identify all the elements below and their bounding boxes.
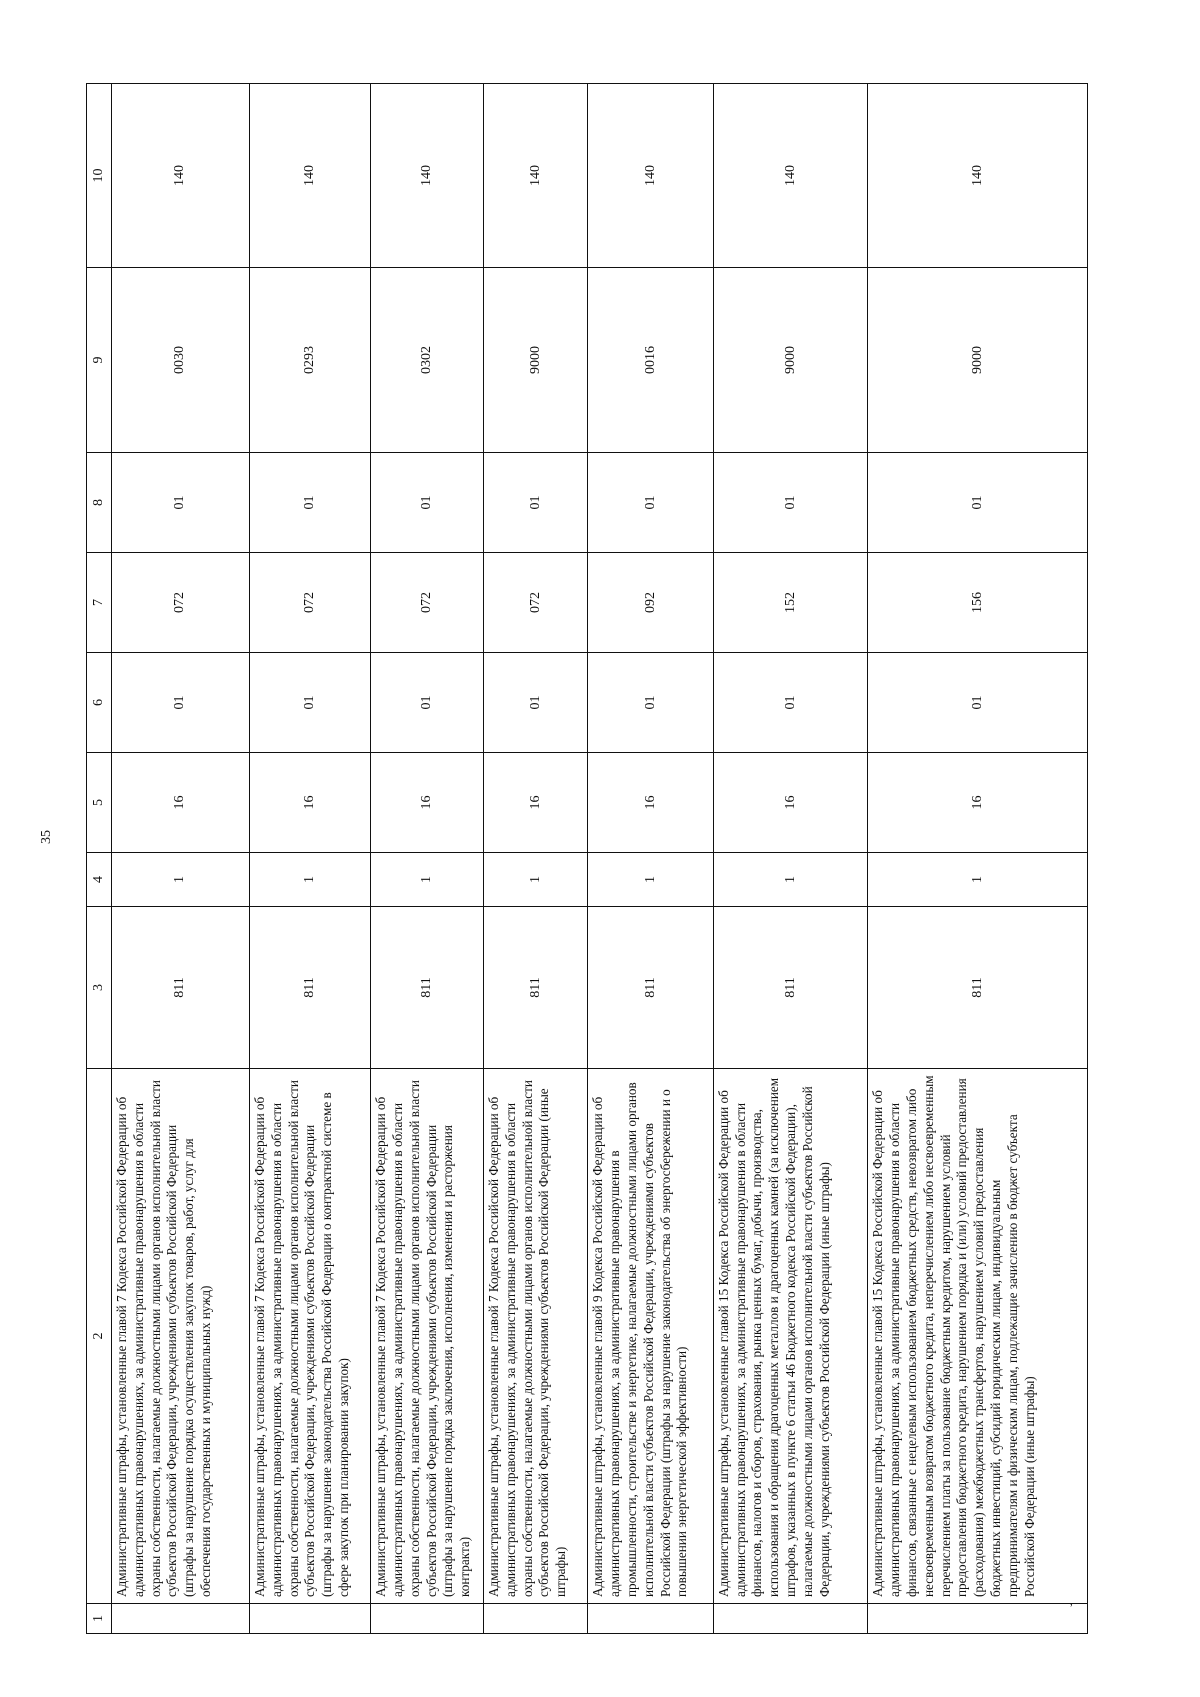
- column-header-9: 9: [87, 268, 112, 453]
- page-number: 35: [39, 830, 54, 844]
- code-cell-7: 072: [249, 553, 370, 653]
- description-cell: Административные штрафы, установленные главой 7 Кодекса Российской Федерации об административных правонарушениях, за административные правонарушения в области охраны собственности, налагаемые должностными лицами органов исполнительной власти субъектов Российской Федерации, учреждениями субъектов Российской Федерации (штрафы за нарушение законодательства Российской Федерации о контрактной системе в сфере закупок при планировании закупок): [249, 1069, 370, 1604]
- code-cell-10: 140: [249, 84, 370, 268]
- row-number-cell: [483, 1604, 587, 1634]
- code-cell-9: 9000: [713, 268, 868, 453]
- code-cell-8: 01: [112, 453, 250, 553]
- description-cell: Административные штрафы, установленные главой 7 Кодекса Российской Федерации об административных правонарушениях, за административные правонарушения в области охраны собственности, налагаемые должностными лицами органов исполнительной власти субъектов Российской Федерации, учреждениями субъектов Российской Федерации (штрафы за нарушение порядка осуществления закупок товаров, работ, услуг для обеспечения государственных и муниципальных нужд): [112, 1069, 250, 1604]
- code-cell-5: 16: [112, 753, 250, 853]
- description-cell: Административные штрафы, установленные главой 9 Кодекса Российской Федерации об административных правонарушениях, за административные правонарушения в промышленности, строительстве и энергетике, налагаемые должностными лицами органов исполнительной власти субъектов Российской Федерации, учреждениями субъектов Российской Федерации (штрафы за нарушение законодательства об энергосбережении и о повышении энергетической эффективности): [588, 1069, 713, 1604]
- code-cell-6: 01: [588, 653, 713, 753]
- code-cell-6: 01: [112, 653, 250, 753]
- code-cell-10: 140: [483, 84, 587, 268]
- code-cell-7: 156: [868, 553, 1088, 653]
- code-cell-3: 811: [868, 907, 1088, 1069]
- table-row: [112, 84, 250, 1634]
- code-cell-3: 811: [588, 907, 713, 1069]
- code-cell-5: 16: [713, 753, 868, 853]
- code-cell-5: 16: [483, 753, 587, 853]
- code-cell-5: 16: [868, 753, 1088, 853]
- code-cell-3: 811: [713, 907, 868, 1069]
- code-cell-6: 01: [868, 653, 1088, 753]
- code-cell-10: 140: [588, 84, 713, 268]
- code-cell-3: 811: [483, 907, 587, 1069]
- row-number-cell: [371, 1604, 484, 1634]
- code-cell-4: 1: [868, 853, 1088, 907]
- code-cell-7: 152: [713, 553, 868, 653]
- code-cell-8: 01: [371, 453, 484, 553]
- description-cell: Административные штрафы, установленные главой 15 Кодекса Российской Федерации об административных правонарушениях, за административные правонарушения в области финансов, налогов и сборов, страхования, рынка ценных бумаг, добычи, производства, использования и обращения драгоценных металлов и драгоценных камней (за исключением штрафов, указанных в пункте 6 статьи 46 Бюджетного кодекса Российской Федерации), налагаемые должностными лицами органов исполнительной власти субъектов Российской Федерации, учреждениями субъектов Российской Федерации (иные штрафы): [713, 1069, 868, 1604]
- code-cell-4: 1: [249, 853, 370, 907]
- column-header-5: 5: [87, 753, 112, 853]
- code-cell-9: 9000: [868, 268, 1088, 453]
- description-cell: Административные штрафы, установленные главой 15 Кодекса Российской Федерации об административных правонарушениях, за административные правонарушения в области финансов, связанные с нецелевым использованием бюджетных средств, невозвратом либо несвоевременным возвратом бюджетного кредита, неперечислением либо несвоевременным перечислением платы за пользование бюджетным кредитом, нарушением условий предоставления бюджетного кредита, нарушением порядка и (или) условий предоставления (расходования) межбюджетных трансфертов, нарушением условий предоставления бюджетных инвестиций, субсидий юридическим лицам, индивидуальным предпринимателям и физическим лицам, подлежащие зачислению в бюджет субъекта Российской Федерации (иные штрафы): [868, 1069, 1088, 1604]
- code-cell-9: 0302: [371, 268, 484, 453]
- code-cell-9: 0293: [249, 268, 370, 453]
- code-cell-7: 092: [588, 553, 713, 653]
- column-header-7: 7: [87, 553, 112, 653]
- code-cell-7: 072: [112, 553, 250, 653]
- budget-codes-table: [86, 83, 1088, 1634]
- code-cell-7: 072: [483, 553, 587, 653]
- code-cell-10: 140: [371, 84, 484, 268]
- code-cell-4: 1: [483, 853, 587, 907]
- row-number-cell: [249, 1604, 370, 1634]
- column-header-1: 1: [87, 1604, 112, 1634]
- column-header-6: 6: [87, 653, 112, 753]
- code-cell-8: 01: [483, 453, 587, 553]
- column-header-10: 10: [87, 84, 112, 268]
- code-cell-3: 811: [249, 907, 370, 1069]
- stray-mark: ,: [1070, 1596, 1073, 1608]
- code-cell-6: 01: [713, 653, 868, 753]
- code-cell-5: 16: [588, 753, 713, 853]
- code-cell-5: 16: [249, 753, 370, 853]
- code-cell-8: 01: [588, 453, 713, 553]
- row-number-cell: [868, 1604, 1088, 1634]
- code-cell-4: 1: [588, 853, 713, 907]
- table-row: [371, 84, 484, 1634]
- code-cell-3: 811: [371, 907, 484, 1069]
- code-cell-8: 01: [868, 453, 1088, 553]
- row-number-cell: [588, 1604, 713, 1634]
- row-number-cell: [112, 1604, 250, 1634]
- table-row: [483, 84, 587, 1634]
- column-number-row: [87, 84, 112, 1634]
- code-cell-9: 0030: [112, 268, 250, 453]
- table-row: [713, 84, 868, 1634]
- code-cell-9: 0016: [588, 268, 713, 453]
- rotated-table-container: [86, 84, 1088, 1634]
- code-cell-10: 140: [713, 84, 868, 268]
- column-header-3: 3: [87, 907, 112, 1069]
- code-cell-6: 01: [483, 653, 587, 753]
- code-cell-8: 01: [249, 453, 370, 553]
- description-cell: Административные штрафы, установленные главой 7 Кодекса Российской Федерации об административных правонарушениях, за административные правонарушения в области охраны собственности, налагаемые должностными лицами органов исполнительной власти субъектов Российской Федерации, учреждениями субъектов Российской Федерации (штрафы за нарушение порядка заключения, исполнения, изменения и расторжения контракта): [371, 1069, 484, 1604]
- code-cell-4: 1: [713, 853, 868, 907]
- code-cell-5: 16: [371, 753, 484, 853]
- column-header-4: 4: [87, 853, 112, 907]
- code-cell-8: 01: [713, 453, 868, 553]
- row-number-cell: [713, 1604, 868, 1634]
- code-cell-6: 01: [371, 653, 484, 753]
- code-cell-10: 140: [112, 84, 250, 268]
- code-cell-4: 1: [112, 853, 250, 907]
- code-cell-3: 811: [112, 907, 250, 1069]
- code-cell-10: 140: [868, 84, 1088, 268]
- code-cell-4: 1: [371, 853, 484, 907]
- table-row: [868, 84, 1088, 1634]
- table-row: [588, 84, 713, 1634]
- code-cell-7: 072: [371, 553, 484, 653]
- column-header-8: 8: [87, 453, 112, 553]
- description-cell: Административные штрафы, установленные главой 7 Кодекса Российской Федерации об административных правонарушениях, за административные правонарушения в области охраны собственности, налагаемые должностными лицами органов исполнительной власти субъектов Российской Федерации, учреждениями субъектов Российской Федерации (иные штрафы): [483, 1069, 587, 1604]
- code-cell-6: 01: [249, 653, 370, 753]
- column-header-2: 2: [87, 1069, 112, 1604]
- code-cell-9: 9000: [483, 268, 587, 453]
- table-row: [249, 84, 370, 1634]
